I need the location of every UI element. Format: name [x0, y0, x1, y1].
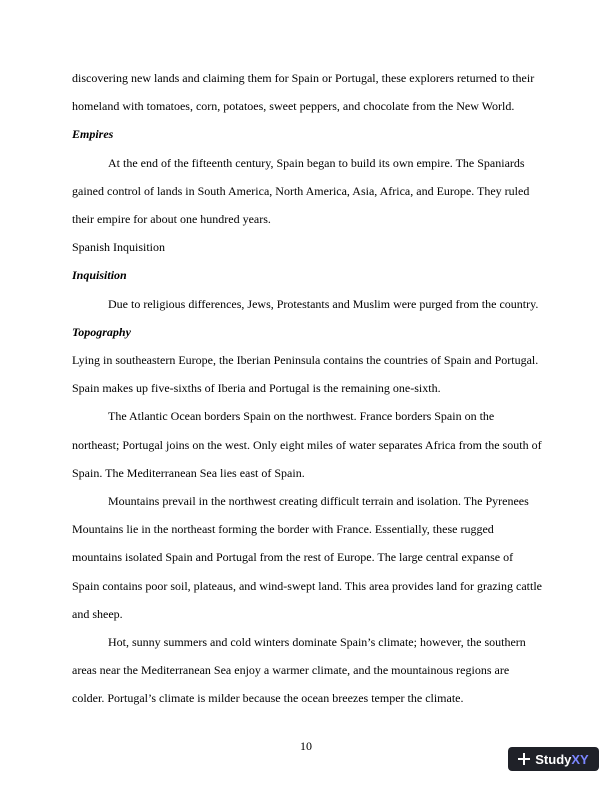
paragraph-topography-1: Lying in southeastern Europe, the Iberian Peninsula contains the countries of Spain and Portugal. Spain makes up five-sixths of Iberia and Portugal is the remaining one-sixth. — [72, 353, 539, 396]
badge-study-text: Study — [535, 751, 572, 767]
heading-empires: Empires — [72, 127, 114, 142]
document-body — [72, 64, 542, 713]
heading-topography: Topography — [72, 324, 131, 339]
heading-inquisition: Inquisition — [72, 268, 127, 283]
paragraph-inquisition: Due to religious differences, Jews, Protestants and Muslim were purged from the country. — [108, 296, 539, 311]
studyxy-badge[interactable] — [508, 747, 599, 771]
badge-xy-text: XY — [571, 751, 589, 767]
plus-icon — [518, 753, 530, 765]
paragraph-empires: At the end of the fifteenth century, Spain began to build its own empire. The Spaniards gained control of lands in South America, North America, Asia, Africa, and Europe. They ruled their empire for about one hundred years. — [72, 155, 530, 227]
paragraph-topography-2: The Atlantic Ocean borders Spain on the northwest. France borders Spain on the northeast; Portugal joins on the west. Only eight miles of water separates Africa from the south of Spain. The Mediterranean Sea lies east of Spain. — [72, 409, 542, 480]
paragraph-continuation: discovering new lands and claiming them for Spain or Portugal, these explorers returned to their homeland with tomatoes, corn, potatoes, sweet peppers, and chocolate from the New World. — [72, 71, 535, 114]
page-number: 10 — [300, 739, 312, 753]
paragraph-topography-3: Mountains prevail in the northwest creating difficult terrain and isolation. The Pyrenees Mountains lie in the northeast forming the border with France. Essentially, these rugged mountains isolated Spain and Portugal from the rest of Europe. The large central expanse of Spain contains poor soil, plateaus, and wind-swept land. This area provides land for grazing cattle and sheep. — [72, 494, 542, 621]
label-spanish-inquisition: Spanish Inquisition — [72, 240, 166, 255]
paragraph-climate: Hot, sunny summers and cold winters dominate Spain’s climate; however, the southern areas near the Mediterranean Sea enjoy a warmer climate, and the mountainous regions are colder. Portugal’s climate is milder because the ocean breezes temper the climate. — [72, 635, 526, 706]
